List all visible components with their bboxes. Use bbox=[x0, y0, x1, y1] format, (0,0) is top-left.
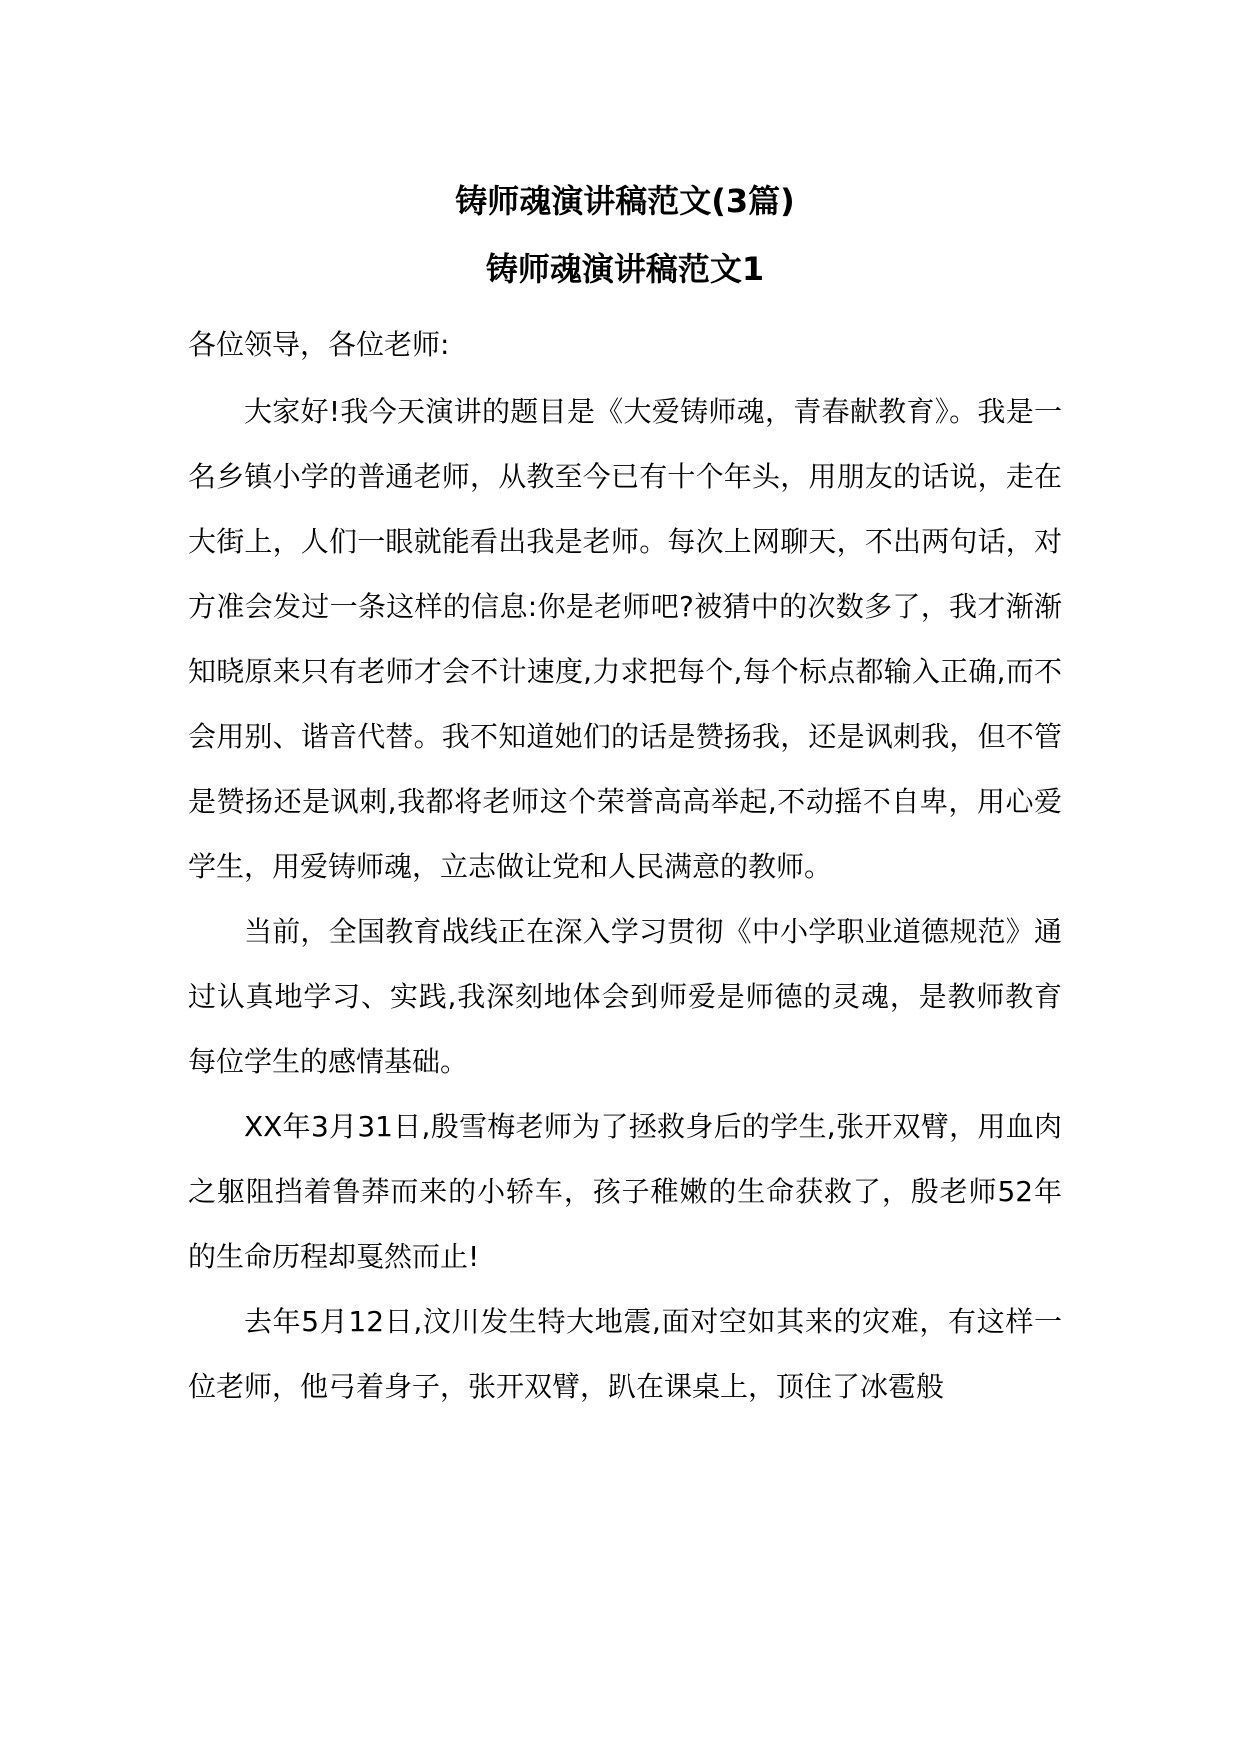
paragraph-1: 大家好!我今天演讲的题目是《大爱铸师魂，青春献教育》。我是一名乡镇小学的普通老师，从教至今已有十个年头，用朋友的话说，走在大街上，人们一眼就能看出我是老师。每次上网聊天，不出两句话，对方准会发过一条这样的信息:你是老师吧?被猜中的次数多了，我才渐渐知晓原来只有老师才会不计速度,力求把每个,每个标点都输入正确,而不会用别、谐音代替。我不知道她们的话是赞扬我，还是讽刺我，但不管是赞扬还是讽刺,我都将老师这个荣誉高高举起,不动摇不自卑，用心爱学生，用爱铸师魂，立志做让党和人民满意的教师。 bbox=[188, 395, 1062, 883]
paragraph-3: XX年3月31日,殷雪梅老师为了拯救身后的学生,张开双臂，用血肉之躯阻挡着鲁莽而来的小轿车，孩子稚嫩的生命获救了，殷老师52年的生命历程却戛然而止! bbox=[188, 1110, 1062, 1273]
document-title: 铸师魂演讲稿范文(3篇) bbox=[455, 182, 795, 220]
paragraph-4: 去年5月12日,汶川发生特大地震,面对空如其来的灾难，有这样一位老师，他弓着身子，张开双臂，趴在课桌上，顶住了冰雹般 bbox=[188, 1305, 1062, 1403]
salutation: 各位领导，各位老师: bbox=[188, 328, 450, 361]
paragraph-2: 当前，全国教育战线正在深入学习贯彻《中小学职业道德规范》通过认真地学习、实践,我深刻地体会到师爱是师德的灵魂，是教师教育每位学生的感情基础。 bbox=[188, 915, 1062, 1078]
document-body bbox=[188, 178, 1062, 1419]
document-subtitle: 铸师魂演讲稿范文1 bbox=[485, 250, 765, 288]
